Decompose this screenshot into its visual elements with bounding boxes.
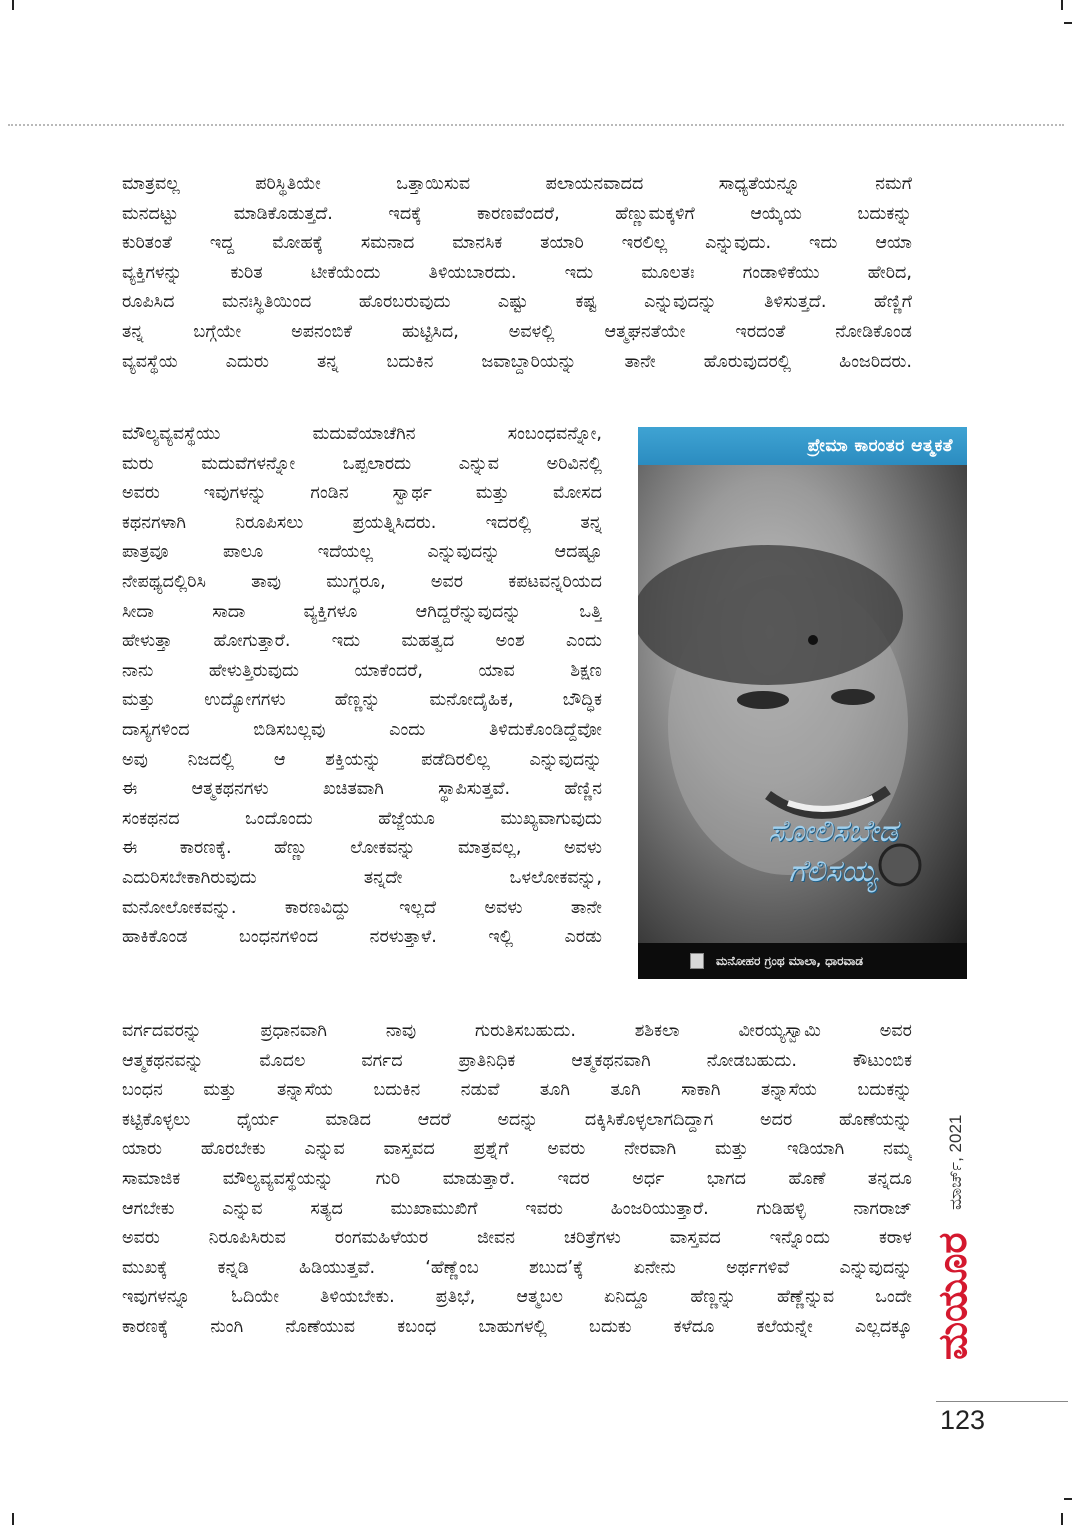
text-line: ಹೇಳುತ್ತಾ ಹೋಗುತ್ತಾರೆ. ಇದು ಮಹತ್ವದ ಅಂಶ ಎಂದು <box>122 631 602 652</box>
text-line: ಕುರಿತಂತೆ ಇದ್ದ ಮೋಹಕ್ಕೆ ಸಮನಾದ ಮಾನಸಿಕ ತಯಾರಿ ಇರಲಿಲ್ಲ ಎನ್ನುವುದು. ಇದು ಆಯಾ <box>122 233 912 254</box>
cover-publisher-bar <box>638 943 967 979</box>
crop-mark-top-right <box>1061 0 1063 10</box>
paragraph-middle <box>122 420 602 953</box>
page-number: 123 <box>940 1405 986 1435</box>
text-line: ರೂಪಿಸಿದ ಮನಃಸ್ಥಿತಿಯಿಂದ ಹೊರಬರುವುದು ಎಷ್ಟು ಕಷ್ಟ ಎನ್ನುವುದನ್ನು ತಿಳಿಸುತ್ತದೆ. ಹೆಣ್ಣಿಗೆ <box>122 292 912 313</box>
text-line: ಅವರು ಇವುಗಳನ್ನು ಗಂಡಿನ ಸ್ವಾರ್ಥ ಮತ್ತು ಮೋಸದ <box>122 483 602 504</box>
text-line: ತನ್ನ ಬಗ್ಗೆಯೇ ಅಪನಂಬಿಕೆ ಹುಟ್ಟಿಸಿದ, ಅವಳಲ್ಲಿ ಆತ್ಮಘನತೆಯೇ ಇರದಂತೆ ನೋಡಿಕೊಂಡ <box>122 321 912 342</box>
text-line: ಎದುರಿಸಬೇಕಾಗಿರುವುದು ತನ್ನದೇ ಒಳಲೋಕವನ್ನು, <box>122 867 602 888</box>
text-line: ಆತ್ಮಕಥನವನ್ನು ಮೊದಲ ವರ್ಗದ ಪ್ರಾತಿನಿಧಿಕ ಆತ್ಮಕಥನವಾಗಿ ನೋಡಬಹುದು. ಕೌಟುಂಬಿಕ <box>122 1050 912 1071</box>
cover-title <box>708 812 958 892</box>
text-line: ಕಥನಗಳಾಗಿ ನಿರೂಪಿಸಲು ಪ್ರಯತ್ನಿಸಿದರು. ಇದರಲ್ಲಿ ತನ್ನ <box>122 512 602 533</box>
text-line: ಮನದಟ್ಟು ಮಾಡಿಕೊಡುತ್ತದೆ. ಇದಕ್ಕೆ ಕಾರಣವೆಂದರೆ, ಹೆಣ್ಣುಮಕ್ಕಳಿಗೆ ಆಯ್ಕೆಯ ಬದುಕನ್ನು <box>122 203 912 224</box>
text-line: ಸೀದಾ ಸಾದಾ ವ್ಯಕ್ತಿಗಳೂ ಆಗಿದ್ದರೆನ್ನುವುದನ್ನು ಒತ್ತಿ <box>122 601 602 622</box>
text-line: ಆಗಬೇಕು ಎನ್ನುವ ಸತ್ಯದ ಮುಖಾಮುಖಿಗೆ ಇವರು ಹಿಂಜರಿಯುತ್ತಾರೆ. ಗುಡಿಹಳ್ಳಿ ನಾಗರಾಜ್ <box>122 1198 912 1219</box>
text-line: ಯಾರು ಹೊರಬೇಕು ಎನ್ನುವ ವಾಸ್ತವದ ಪ್ರಶ್ನೆಗೆ ಅವರು ನೇರವಾಗಿ ಮತ್ತು ಇಡಿಯಾಗಿ ನಮ್ಮ <box>122 1139 912 1160</box>
text-line: ಈ ಆತ್ಮಕಥನಗಳು ಖಚಿತವಾಗಿ ಸ್ಥಾಪಿಸುತ್ತವೆ. ಹೆಣ್ಣಿನ <box>122 779 602 800</box>
text-line: ಮನೋಲೋಕವನ್ನು. ಕಾರಣವಿದ್ದು ಇಲ್ಲದೆ ಅವಳು ತಾನೇ <box>122 897 602 918</box>
issue-date: ಮಾರ್ಚ್, 2021 <box>946 1114 965 1210</box>
text-line: ಮೌಲ್ಯವ್ಯವಸ್ಥೆಯು ಮದುವೆಯಾಚೆಗಿನ ಸಂಬಂಧವನ್ನೋ, <box>122 424 602 444</box>
text-line: ಇವುಗಳನ್ನೂ ಓದಿಯೇ ತಿಳಿಯಬೇಕು. ಪ್ರತಿಭೆ, ಆತ್ಮಬಲ ಏನಿದ್ದೂ ಹೆಣ್ಣನ್ನು ಹೆಣ್ಣೆನ್ನುವ ಒಂದೇ <box>122 1287 912 1308</box>
text-line: ಮರು ಮದುವೆಗಳನ್ನೋ ಒಪ್ಪಲಾರದು ಎನ್ನುವ ಅರಿವಿನಲ್ಲಿ <box>122 453 602 474</box>
text-line: ಅವರು ನಿರೂಪಿಸಿರುವ ರಂಗಮಹಿಳೆಯರ ಜೀವನ ಚರಿತ್ರೆಗಳು ವಾಸ್ತವದ ಇನ್ನೊಂದು ಕರಾಳ <box>122 1228 912 1249</box>
paragraph-top <box>122 170 912 377</box>
crop-mark-bottom-right <box>1061 1513 1063 1525</box>
text-line: ಮತ್ತು ಉದ್ಯೋಗಗಳು ಹೆಣ್ಣನ್ನು ಮನೋದೈಹಿಕ, ಬೌದ್ಧಿಕ <box>122 690 602 711</box>
cover-title-line1: ಸೋಲಿಸಬೇಡ <box>768 814 898 849</box>
text-line: ಹಾಕಿಕೊಂಡ ಬಂಧನಗಳಿಂದ ನರಳುತ್ತಾಳೆ. ಇಲ್ಲಿ ಎರಡು <box>122 927 602 948</box>
text-line: ನೇಪಥ್ಯದಲ್ಲಿರಿಸಿ ತಾವು ಮುಗ್ಧರೂ, ಅವರ ಕಪಟವನ್ನರಿಯದ <box>122 571 602 592</box>
cover-title-line2: ಗೆಲಿಸಯ್ಯ <box>788 854 878 889</box>
cover-title-band <box>638 427 967 465</box>
text-line: ಬಂಧನ ಮತ್ತು ತನ್ನಾಸೆಯ ಬದುಕಿನ ನಡುವೆ ತೂಗಿ ತೂಗಿ ಸಾಕಾಗಿ ತನ್ನಾಸೆಯ ಬದುಕನ್ನು <box>122 1080 912 1101</box>
crop-mark-top-left <box>12 0 14 10</box>
text-line: ವ್ಯವಸ್ಥೆಯ ಎದುರು ತನ್ನ ಬದುಕಿನ ಜವಾಬ್ದಾರಿಯನ್ನು ತಾನೇ ಹೊರುವುದರಲ್ಲಿ ಹಿಂಜರಿದರು. <box>122 351 912 372</box>
text-line: ಮಾತ್ರವಲ್ಲ ಪರಿಸ್ಥಿತಿಯೇ ಒತ್ತಾಯಿಸುವ ಪಲಾಯನವಾದದ ಸಾಧ್ಯತೆಯನ್ನೂ ನಮಗೆ <box>122 174 912 194</box>
text-line: ಕಟ್ಟಿಕೊಳ್ಳಲು ಧೈರ್ಯ ಮಾಡಿದ ಆದರೆ ಅದನ್ನು ದಕ್ಕಿಸಿಕೊಳ್ಳಲಾಗದಿದ್ದಾಗ ಅದರ ಹೊಣೆಯನ್ನು <box>122 1109 912 1130</box>
text-line: ಮುಖಕ್ಕೆ ಕನ್ನಡಿ ಹಿಡಿಯುತ್ತವೆ. ‘ಹೆಣ್ಣೆಂಬ ಶಬುದ’ಕ್ಕೆ ಏನೇನು ಅರ್ಥಗಳಿವೆ ಎನ್ನುವುದನ್ನು <box>122 1257 912 1278</box>
cover-publisher-text: ಮನೋಹರ ಗ್ರಂಥ ಮಾಲಾ, ಧಾರವಾಡ <box>716 953 864 968</box>
text-line: ಪಾತ್ರವೂ ಪಾಲೂ ಇದೆಯಲ್ಲ ಎನ್ನುವುದನ್ನು ಆದಷ್ಟೂ <box>122 542 602 563</box>
crop-mark-bottom-left <box>12 1513 14 1525</box>
text-line: ನಾನು ಹೇಳುತ್ತಿರುವುದು ಯಾಕೆಂದರೆ, ಯಾವ ಶಿಕ್ಷಣ <box>122 660 602 681</box>
crop-mark-right-lower <box>1064 1498 1072 1500</box>
text-line: ಅವು ನಿಜದಲ್ಲಿ ಆ ಶಕ್ತಿಯನ್ನು ಪಡೆದಿರಲಿಲ್ಲ ಎನ್ನುವುದನ್ನು <box>122 749 602 770</box>
publisher-logo-icon <box>690 953 704 969</box>
text-line: ಕಾರಣಕ್ಕೆ ನುಂಗಿ ನೊಣೆಯುವ ಕಬಂಧ ಬಾಹುಗಳಲ್ಲಿ ಬದುಕು ಕಳೆದೂ ಕಲೆಯನ್ನೇ ಎಲ್ಲದಕ್ಕೂ <box>122 1316 912 1337</box>
text-line: ಈ ಕಾರಣಕ್ಕೆ. ಹೆಣ್ಣು ಲೋಕವನ್ನು ಮಾತ್ರವಲ್ಲ, ಅವಳು <box>122 838 602 859</box>
page-number-rule <box>936 1401 1068 1402</box>
text-line: ಸಂಕಥನದ ಒಂದೊಂದು ಹೆಜ್ಜೆಯೂ ಮುಖ್ಯವಾಗುವುದು <box>122 808 602 829</box>
text-line: ವರ್ಗದವರನ್ನು ಪ್ರಧಾನವಾಗಿ ನಾವು ಗುರುತಿಸಬಹುದು. ಶಶಿಕಲಾ ವೀರಯ್ಯಸ್ವಾಮಿ ಅವರ <box>122 1021 912 1041</box>
cover-band-text: ಪ್ರೇಮಾ ಕಾರಂತರ ಆತ್ಮಕತೆ <box>807 436 953 456</box>
text-line: ಸಾಮಾಜಿಕ ಮೌಲ್ಯವ್ಯವಸ್ಥೆಯನ್ನು ಗುರಿ ಮಾಡುತ್ತಾರೆ. ಇದರ ಅರ್ಧ ಭಾಗದ ಹೊಣೆ ತನ್ನದೂ <box>122 1168 912 1189</box>
magazine-logo: ಮಯೂರ <box>930 1232 976 1360</box>
book-cover-image <box>638 427 967 979</box>
text-line: ವ್ಯಕ್ತಿಗಳನ್ನು ಕುರಿತ ಟೀಕೆಯೆಂದು ತಿಳಿಯಬಾರದು. ಇದು ಮೂಲತಃ ಗಂಡಾಳಿಕೆಯು ಹೇರಿದ, <box>122 262 912 283</box>
header-dotted-rule <box>8 124 1064 126</box>
paragraph-bottom <box>122 1017 912 1343</box>
crop-mark-right-upper <box>1064 22 1072 24</box>
text-line: ದಾಸ್ಯಗಳಿಂದ ಬಿಡಿಸಬಲ್ಲವು ಎಂದು ತಿಳಿದುಕೊಂಡಿದ್ದೆವೋ <box>122 719 602 740</box>
